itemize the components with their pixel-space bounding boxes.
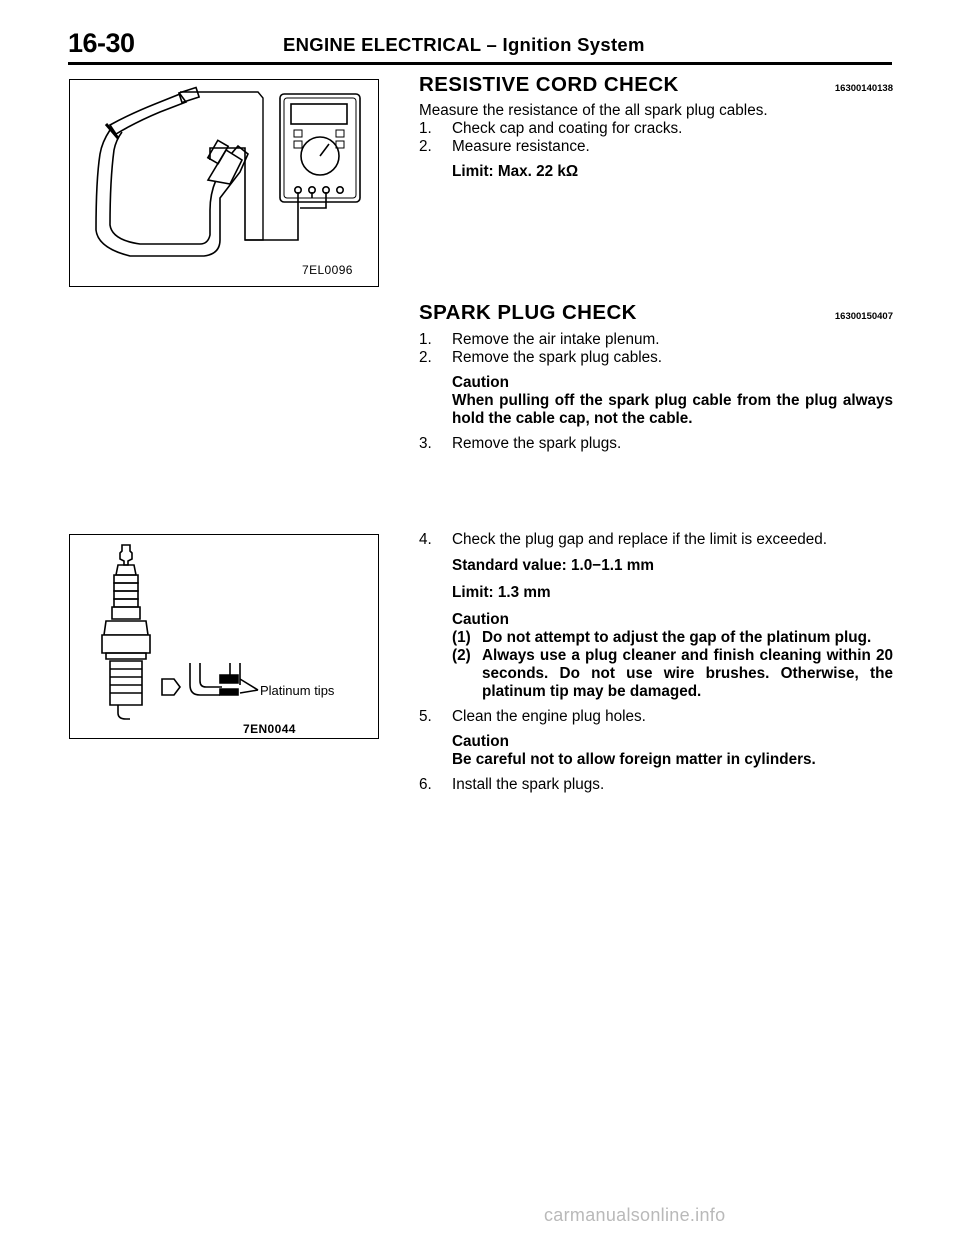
subsection-title: Ignition System — [502, 34, 645, 55]
step-item: 3. Remove the spark plugs. — [419, 435, 622, 452]
caution-label: Caution — [452, 374, 509, 391]
section-title: ENGINE ELECTRICAL — [283, 34, 481, 55]
step-item: 6. Install the spark plugs. — [419, 776, 605, 793]
intro-text: Measure the resistance of the all spark plug cables. — [419, 102, 768, 119]
section-resistive-cord-check — [419, 73, 893, 181]
figure-spark-plug — [69, 534, 379, 739]
step-item: 5. Clean the engine plug holes. — [419, 708, 646, 725]
spark-plug-illustration-icon — [70, 535, 378, 738]
section-spark-plug-check-continued — [419, 531, 893, 794]
title-separator: – — [486, 34, 498, 55]
header-rule — [68, 62, 892, 65]
step-item: 4. Check the plug gap and replace if the limit is exceeded. — [419, 531, 827, 548]
caution-item: (1) Do not attempt to adjust the gap of the platinum plug. — [452, 629, 872, 646]
caution-list — [419, 629, 893, 701]
figure-resistive-cord — [69, 79, 379, 287]
section-title: SPARK PLUG CHECK — [419, 301, 637, 324]
caution-label: Caution — [452, 733, 509, 750]
step-item: 1. Check cap and coating for cracks. — [419, 120, 683, 137]
step-item: 2. Remove the spark plug cables. — [419, 349, 663, 366]
watermark: carmanualsonline.info — [544, 1205, 726, 1225]
caution-text: Be careful not to allow foreign matter in cylinders. — [452, 751, 816, 768]
standard-value: Standard value: 1.0−1.1 mm — [452, 557, 654, 574]
section-code: 16300140138 — [834, 83, 893, 94]
section-title: RESISTIVE CORD CHECK — [419, 73, 679, 96]
caution-label: Caution — [452, 611, 509, 628]
page-title — [283, 34, 645, 56]
multimeter-cable-illustration-icon — [70, 80, 378, 286]
section-heading — [419, 301, 893, 326]
figure-code: 7EL0096 — [302, 263, 353, 277]
section-spark-plug-check — [419, 301, 893, 453]
section-code: 16300150407 — [834, 311, 893, 322]
step-item: 2. Measure resistance. — [419, 138, 590, 155]
figure-code: 7EN0044 — [243, 722, 296, 736]
page-number: 16-30 — [68, 28, 135, 58]
step-item: 1. Remove the air intake plenum. — [419, 331, 660, 348]
caution-item: (2) Always use a plug cleaner and finish cleaning within 20 seconds. Do not use wire brushes. Otherwise, the platinum tip may be damaged. — [452, 647, 893, 700]
section-heading — [419, 73, 893, 98]
figure-callout: Platinum tips — [260, 683, 335, 698]
caution-text: When pulling off the spark plug cable from the plug always hold the cable cap, not the cable. — [452, 392, 893, 427]
limit-value: Limit: 1.3 mm — [452, 584, 551, 601]
limit-value: Limit: Max. 22 kΩ — [452, 163, 579, 180]
